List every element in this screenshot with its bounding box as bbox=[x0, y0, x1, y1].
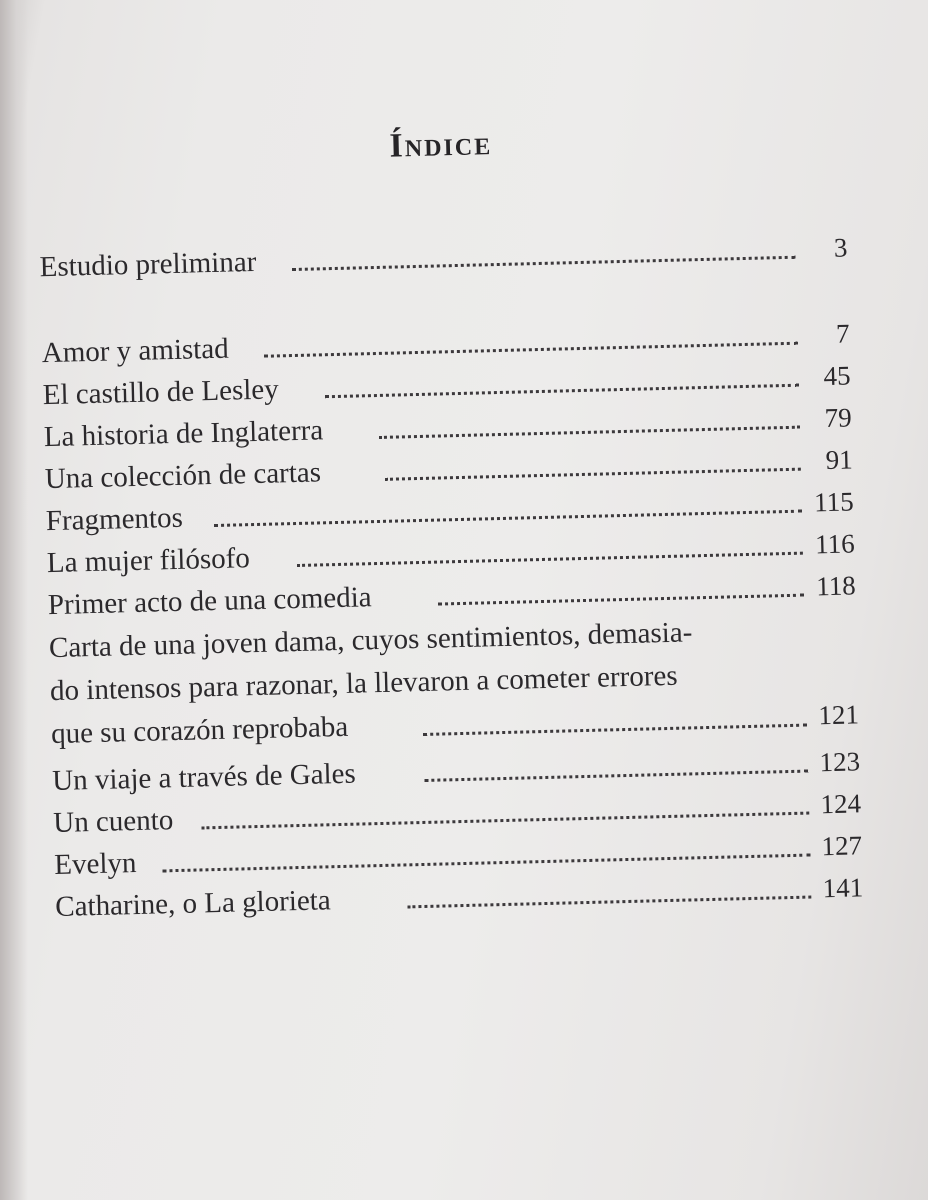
dot-leader bbox=[385, 468, 801, 481]
dot-leader bbox=[424, 770, 808, 782]
toc-entry-page: 115 bbox=[813, 486, 855, 518]
toc-entry-title: Primer acto de una comedia bbox=[47, 581, 372, 622]
toc-entry-page: 116 bbox=[814, 528, 856, 560]
toc-entry-page: 124 bbox=[820, 788, 862, 820]
toc-entry-page: 123 bbox=[819, 746, 861, 778]
dot-leader bbox=[407, 896, 811, 909]
toc-entry-title: Estudio preliminar bbox=[39, 245, 257, 284]
toc-entry-page: 127 bbox=[821, 830, 863, 862]
dot-leader bbox=[214, 510, 802, 527]
dot-leader bbox=[297, 552, 803, 567]
dot-leader bbox=[292, 256, 796, 271]
toc-entry-title: Evelyn bbox=[53, 847, 137, 882]
toc-entry-estudio-preliminar bbox=[39, 226, 848, 288]
toc-entry-title: Un cuento bbox=[52, 804, 174, 840]
toc-entry-page: 91 bbox=[825, 444, 854, 476]
toc-entry-title: La historia de Inglaterra bbox=[43, 414, 324, 454]
toc-entry-title-line: Carta de una joven dama, cuyos sentimientos, demasia- bbox=[48, 616, 693, 665]
toc-entry-title-line: que su corazón reprobaba bbox=[50, 710, 349, 751]
dot-leader bbox=[379, 426, 800, 439]
toc-entry-title: Una colección de cartas bbox=[44, 456, 322, 496]
toc-entry-title: Amor y amistad bbox=[41, 332, 229, 370]
toc-entry-page: 3 bbox=[833, 232, 848, 263]
dot-leader bbox=[325, 384, 799, 399]
toc-entry-title bbox=[48, 611, 694, 756]
toc-entry-page: 45 bbox=[823, 360, 851, 392]
toc-entry-title: Fragmentos bbox=[45, 501, 184, 538]
dot-leader bbox=[438, 594, 804, 606]
toc-entry-title: El castillo de Lesley bbox=[42, 373, 280, 412]
dot-leader bbox=[201, 812, 809, 830]
toc-entry-carta-de-una-joven-dama bbox=[48, 606, 859, 756]
toc-entry-page: 118 bbox=[815, 570, 857, 602]
toc-entry-page: 79 bbox=[824, 402, 852, 434]
toc-entry-page: 121 bbox=[818, 699, 860, 731]
dot-leader bbox=[264, 342, 798, 358]
toc-entry-page: 141 bbox=[822, 872, 864, 904]
page-title: Índice bbox=[389, 125, 493, 165]
toc-entry-title-line: do intensos para razonar, la llevaron a cometer errores bbox=[49, 659, 678, 708]
toc-entry-title: Un viaje a través de Gales bbox=[51, 757, 357, 798]
toc-entry-page: 7 bbox=[835, 318, 850, 349]
toc-entry-title: Catharine, o La glorieta bbox=[54, 884, 332, 923]
toc-entry-title: La mujer filósofo bbox=[46, 542, 251, 580]
